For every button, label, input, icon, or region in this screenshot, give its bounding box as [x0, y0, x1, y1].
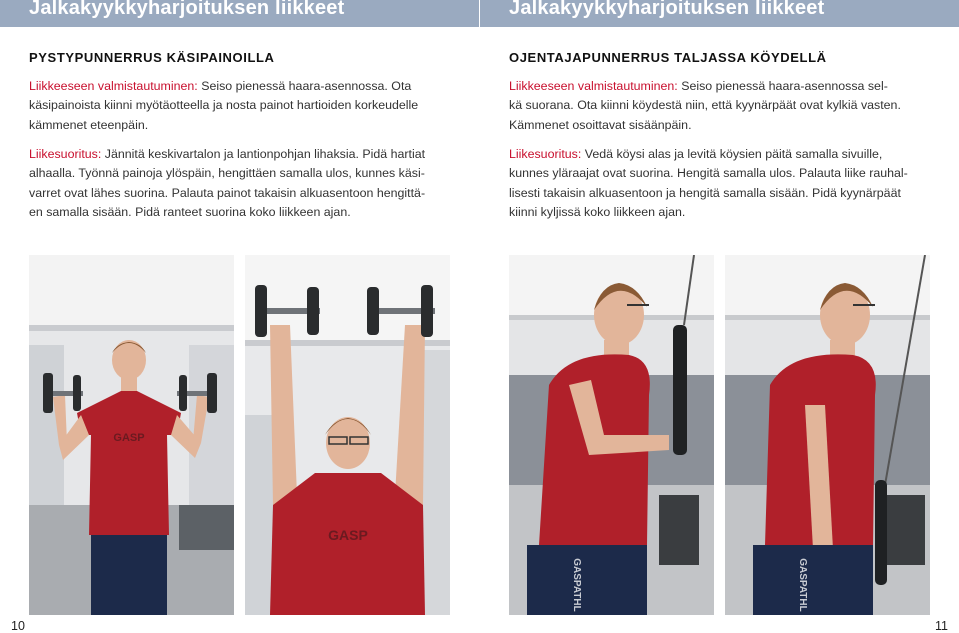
- left-exec-line-1: Jännitä keskivartalon ja lantionpohjan lihaksia. Pidä hartiat: [101, 147, 426, 161]
- left-page: [0, 27, 479, 633]
- right-exec-paragraph: [509, 145, 949, 223]
- photo-press-up: [245, 255, 450, 615]
- right-exec-label: Liikesuoritus:: [509, 147, 582, 161]
- shirt-logo-text-2: GASP: [328, 527, 368, 543]
- photo-cable-start: [509, 255, 714, 615]
- right-prep-label: Liikkeeseen valmistautuminen:: [509, 79, 678, 93]
- right-page: [480, 27, 959, 633]
- right-exercise-title: OJENTAJAPUNNERRUS TALJASSA KÖYDELLÄ: [509, 50, 827, 65]
- right-exec-line-4: kiinni kyljissä koko liikkeen ajan.: [509, 205, 686, 220]
- right-prep-line-2: kä suorana. Ota kiinni köydestä niin, että kyynärpäät ovat kylkiä vasten.: [509, 98, 901, 113]
- right-exec-line-2: kunnes yläraajat ovat suorina. Hengitä samalla ulos. Palauta liike rauhal-: [509, 166, 908, 181]
- left-prep-line-2: käsipainoista kiinni myötäotteella ja nosta painot hartioiden korkeudelle: [29, 98, 419, 113]
- left-exercise-title: PYSTYPUNNERRUS KÄSIPAINOILLA: [29, 50, 275, 65]
- left-exec-line-2: alhaalla. Työnnä painoja ylöspäin, hengittäen samalla ulos, kunnes käsi-: [29, 166, 425, 181]
- right-page-header: [480, 0, 959, 27]
- photo-press-up-image: [245, 255, 450, 615]
- left-header-title: Jalkakyykkyharjoituksen liikkeet: [29, 0, 345, 19]
- left-prep-paragraph: [29, 77, 469, 135]
- left-prep-line-3: kämmenet eteenpäin.: [29, 117, 149, 132]
- right-exec-line-1: Vedä köysi alas ja levitä köysien päitä samalla sivuille,: [581, 147, 883, 161]
- right-prep-paragraph: [509, 77, 949, 135]
- left-exec-label: Liikesuoritus:: [29, 147, 102, 161]
- left-page-header: [0, 0, 479, 27]
- left-prep-label: Liikkeeseen valmistautuminen:: [29, 79, 198, 93]
- right-page-number: 11: [935, 619, 948, 633]
- pants-logo-text-2: GASPATHL: [797, 558, 808, 612]
- pants-logo-text: GASPATHL: [571, 558, 582, 612]
- left-page-number: 10: [11, 619, 25, 633]
- photo-cable-end: [725, 255, 930, 615]
- right-exec-line-3: lisesti takaisin alkuasentoon ja hengitä samalla sisään. Pidä kyynärpäät: [509, 185, 901, 200]
- right-prep-line-1: Seiso pienessä haara-asennossa sel-: [677, 79, 888, 93]
- left-exec-paragraph: [29, 145, 469, 223]
- shirt-logo-text: GASP: [113, 432, 145, 444]
- photo-start-position: [29, 255, 234, 615]
- right-prep-line-3: Kämmenet osoittavat sisäänpäin.: [509, 117, 692, 132]
- left-prep-line-1: Seiso pienessä haara-asennossa. Ota: [197, 79, 412, 93]
- right-header-title: Jalkakyykkyharjoituksen liikkeet: [509, 0, 825, 19]
- left-exec-line-4: en samalla sisään. Pidä ranteet suorina koko liikkeen ajan.: [29, 205, 351, 220]
- photo-cable-start-image: [509, 255, 714, 615]
- left-exec-line-3: varret ovat lähes suorina. Palauta painot takaisin alkuasentoon hengittä-: [29, 185, 426, 200]
- photo-start-position-image: [29, 255, 234, 615]
- photo-cable-end-image: [725, 255, 930, 615]
